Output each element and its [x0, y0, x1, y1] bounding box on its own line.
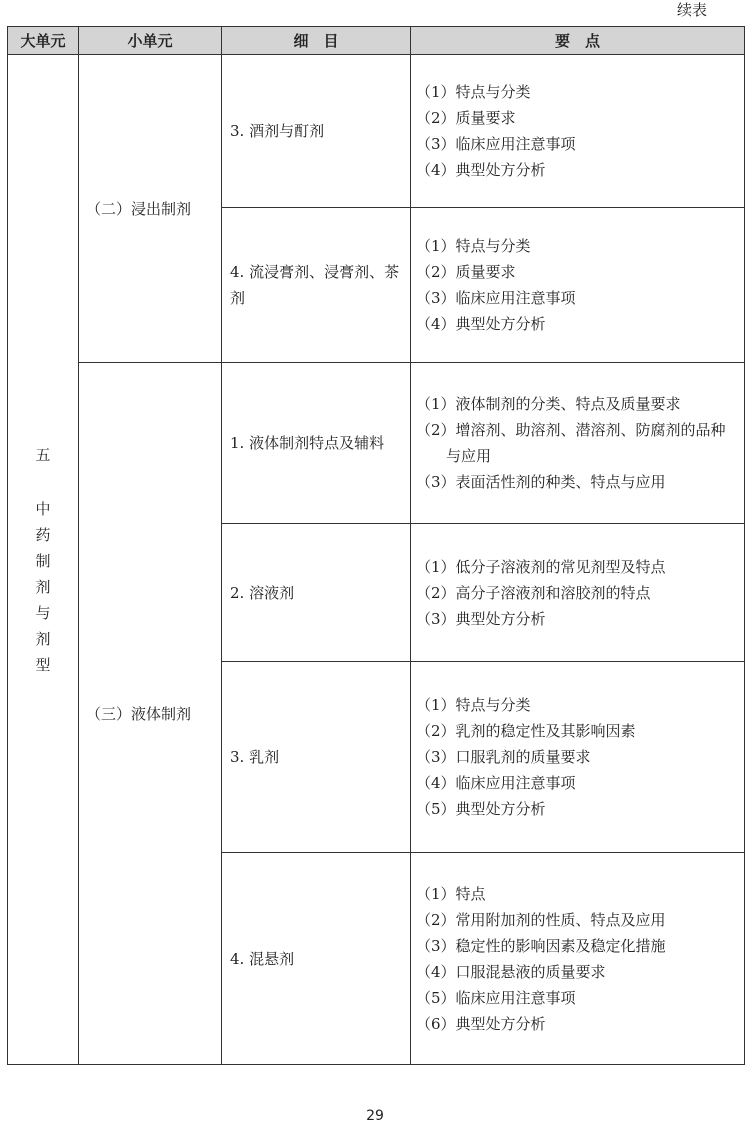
point-item: （5）典型处方分析 [416, 800, 546, 818]
point-item: （1）特点与分类 [416, 696, 531, 714]
point-item: （1）液体制剂的分类、特点及质量要求 [416, 395, 681, 413]
points-cell [411, 55, 745, 208]
point-item: （4）典型处方分析 [416, 315, 546, 333]
major-unit-cell [8, 55, 79, 1065]
detail-label: 4. 混悬剂 [230, 949, 295, 968]
detail-label: 1. 液体制剂特点及辅料 [230, 434, 385, 452]
point-item: （1）特点与分类 [416, 237, 531, 255]
detail-cell [222, 662, 411, 853]
point-item: （1）特点 [416, 884, 486, 903]
minor-unit-cell [79, 55, 222, 363]
detail-label: 4. 流浸膏剂、浸膏剂、茶剂 [230, 263, 400, 307]
table-row [8, 363, 745, 524]
points-cell [411, 363, 745, 524]
header-key-points: 要 点 [411, 27, 745, 55]
detail-label: 3. 酒剂与酊剂 [230, 122, 325, 140]
point-item: （3）典型处方分析 [416, 609, 546, 628]
point-item: （2）乳剂的稳定性及其影响因素 [416, 722, 636, 740]
major-unit-name: 中药制剂与剂型 [35, 499, 51, 674]
points-cell [411, 524, 745, 662]
point-item: （6）典型处方分析 [416, 1014, 546, 1033]
syllabus-table [7, 26, 745, 1065]
point-item: （2）质量要求 [416, 109, 516, 127]
header-row [8, 27, 745, 55]
point-item: （2）增溶剂、助溶剂、潜溶剂、防腐剂的品种与应用 [416, 421, 726, 465]
point-item: （3）临床应用注意事项 [416, 135, 576, 153]
point-item: （3）口服乳剂的质量要求 [416, 748, 591, 766]
detail-cell [222, 55, 411, 208]
point-item: （1）特点与分类 [416, 83, 531, 101]
major-unit-number: 五 [35, 445, 51, 464]
point-item: （5）临床应用注意事项 [416, 988, 576, 1007]
detail-cell [222, 524, 411, 662]
points-cell [411, 662, 745, 853]
point-item: （2）高分子溶液剂和溶胶剂的特点 [416, 583, 651, 602]
header-minor-unit: 小单元 [79, 27, 222, 55]
point-item: （4）临床应用注意事项 [416, 774, 576, 792]
detail-label: 3. 乳剂 [230, 748, 280, 766]
point-item: （4）口服混悬液的质量要求 [416, 962, 606, 981]
detail-cell [222, 853, 411, 1065]
points-cell [411, 853, 745, 1065]
minor-unit-label: （二）浸出制剂 [86, 200, 192, 218]
page-number: 29 [366, 1108, 384, 1124]
point-item: （4）典型处方分析 [416, 161, 546, 179]
continued-label: 续表 [677, 1, 708, 19]
table-row [8, 55, 745, 208]
point-item: （3）表面活性剂的种类、特点与应用 [416, 473, 666, 491]
point-item: （3）临床应用注意事项 [416, 289, 576, 307]
points-cell [411, 208, 745, 363]
detail-cell [222, 208, 411, 363]
minor-unit-label: （三）液体制剂 [86, 705, 192, 723]
header-major-unit: 大单元 [8, 27, 79, 55]
detail-cell [222, 363, 411, 524]
point-item: （3）稳定性的影响因素及稳定化措施 [416, 936, 666, 955]
point-item: （2）常用附加剂的性质、特点及应用 [416, 910, 666, 929]
header-detail: 细 目 [222, 27, 411, 55]
detail-label: 2. 溶液剂 [230, 583, 295, 602]
point-item: （1）低分子溶液剂的常见剂型及特点 [416, 557, 666, 576]
point-item: （2）质量要求 [416, 263, 516, 281]
minor-unit-cell [79, 363, 222, 1065]
